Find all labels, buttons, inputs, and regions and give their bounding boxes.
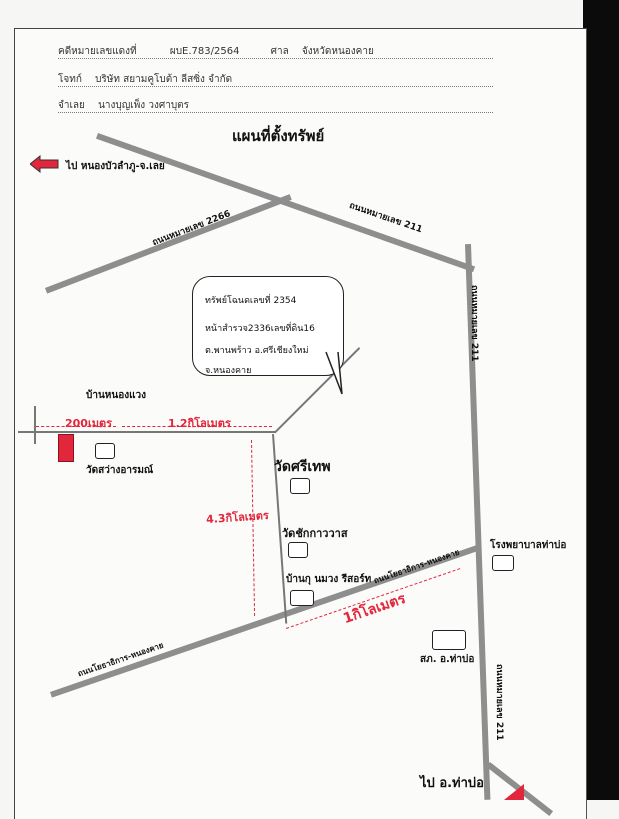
direction-south: ไป อ.ท่าบ่อ [420, 776, 484, 791]
building-icon [290, 590, 314, 606]
property-marker-icon [58, 434, 74, 462]
plaintiff-label: โจทก์ [58, 74, 82, 85]
wat-sri-label: วัดศรีเทพ [274, 459, 331, 475]
defendant-row [58, 98, 189, 113]
court-name: จังหวัดหนองคาย [301, 46, 374, 57]
callout-line-4: จ.หนองคาย [205, 366, 252, 376]
case-number: ผบE.783/2564 [169, 46, 240, 57]
callout-line-1: ทรัพย์โฉนดเลขที่ 2354 [205, 296, 297, 306]
police-label: สภ. อ.ท่าบ่อ [420, 654, 475, 665]
direction-west: ไป หนองบัวลำภู-จ.เลย [66, 161, 165, 172]
hospital-label: โรงพยาบาลท่าบ่อ [490, 540, 567, 551]
case-row [58, 44, 374, 59]
plaintiff-name: บริษัท สยามคูโบต้า ลีสซิ่ง จำกัด [95, 74, 233, 85]
building-icon [432, 630, 466, 650]
case-label: คดีหมายเลขแดงที่ [58, 46, 137, 57]
label-road-211-top: ถนนหมายเลข 211 [347, 200, 424, 236]
wat-chak-label: วัดชักกาววาส [282, 527, 348, 540]
divider [58, 86, 493, 87]
label-road-211-right: ถนนหมายเลข 211 [469, 285, 479, 362]
arrow-left-icon [30, 154, 60, 174]
divider [58, 112, 493, 113]
label-road-local-b: ถนนโยธาธิการ-หนองคาย [76, 640, 165, 679]
label-road-211-bottom: ถนนหมายเลข 211 [494, 664, 504, 741]
ban-nong-label: บ้านกุ นมวง รีสอร์ท [286, 574, 372, 585]
distance-1-2km: 1.2กิโลเมตร [168, 417, 231, 430]
callout-tail [322, 350, 346, 398]
building-icon [288, 542, 308, 558]
callout-line-2: หน้าสำรวจ2336เลขที่ดิน16 [205, 324, 315, 334]
callout-line-3: ต.พานพร้าว อ.ศรีเชียงใหม่ [205, 346, 309, 356]
defendant-label: จำเลย [58, 100, 85, 111]
road-village [18, 431, 276, 433]
building-icon [290, 478, 310, 494]
map-title: แผนที่ตั้งทรัพย์ [232, 127, 325, 145]
road-village-stub [34, 406, 36, 444]
distance-1km: 1กิโลเมตร [341, 590, 408, 628]
wat-sawang-label: วัดสว่างอารมณ์ [86, 465, 154, 476]
label-road-2266: ถนนหมายเลข 2266 [151, 209, 233, 249]
divider [58, 58, 493, 59]
building-icon [492, 555, 514, 571]
scan-edge [583, 0, 619, 800]
building-icon [95, 443, 115, 459]
label-road-local-a: ถนนโยธาธิการ-หนองคาย [372, 547, 461, 586]
distance-4-3km: 4.3กิโลเมตร [205, 508, 270, 527]
arrow-down-right-icon [502, 782, 526, 800]
court-label: ศาล [270, 46, 289, 57]
plaintiff-row [58, 72, 232, 87]
defendant-name: นางบุญเพ็ง วงศาบุตร [98, 100, 190, 111]
village-label: บ้านหนองแวง [86, 390, 147, 401]
distance-200m: 200เมตร [65, 417, 113, 430]
